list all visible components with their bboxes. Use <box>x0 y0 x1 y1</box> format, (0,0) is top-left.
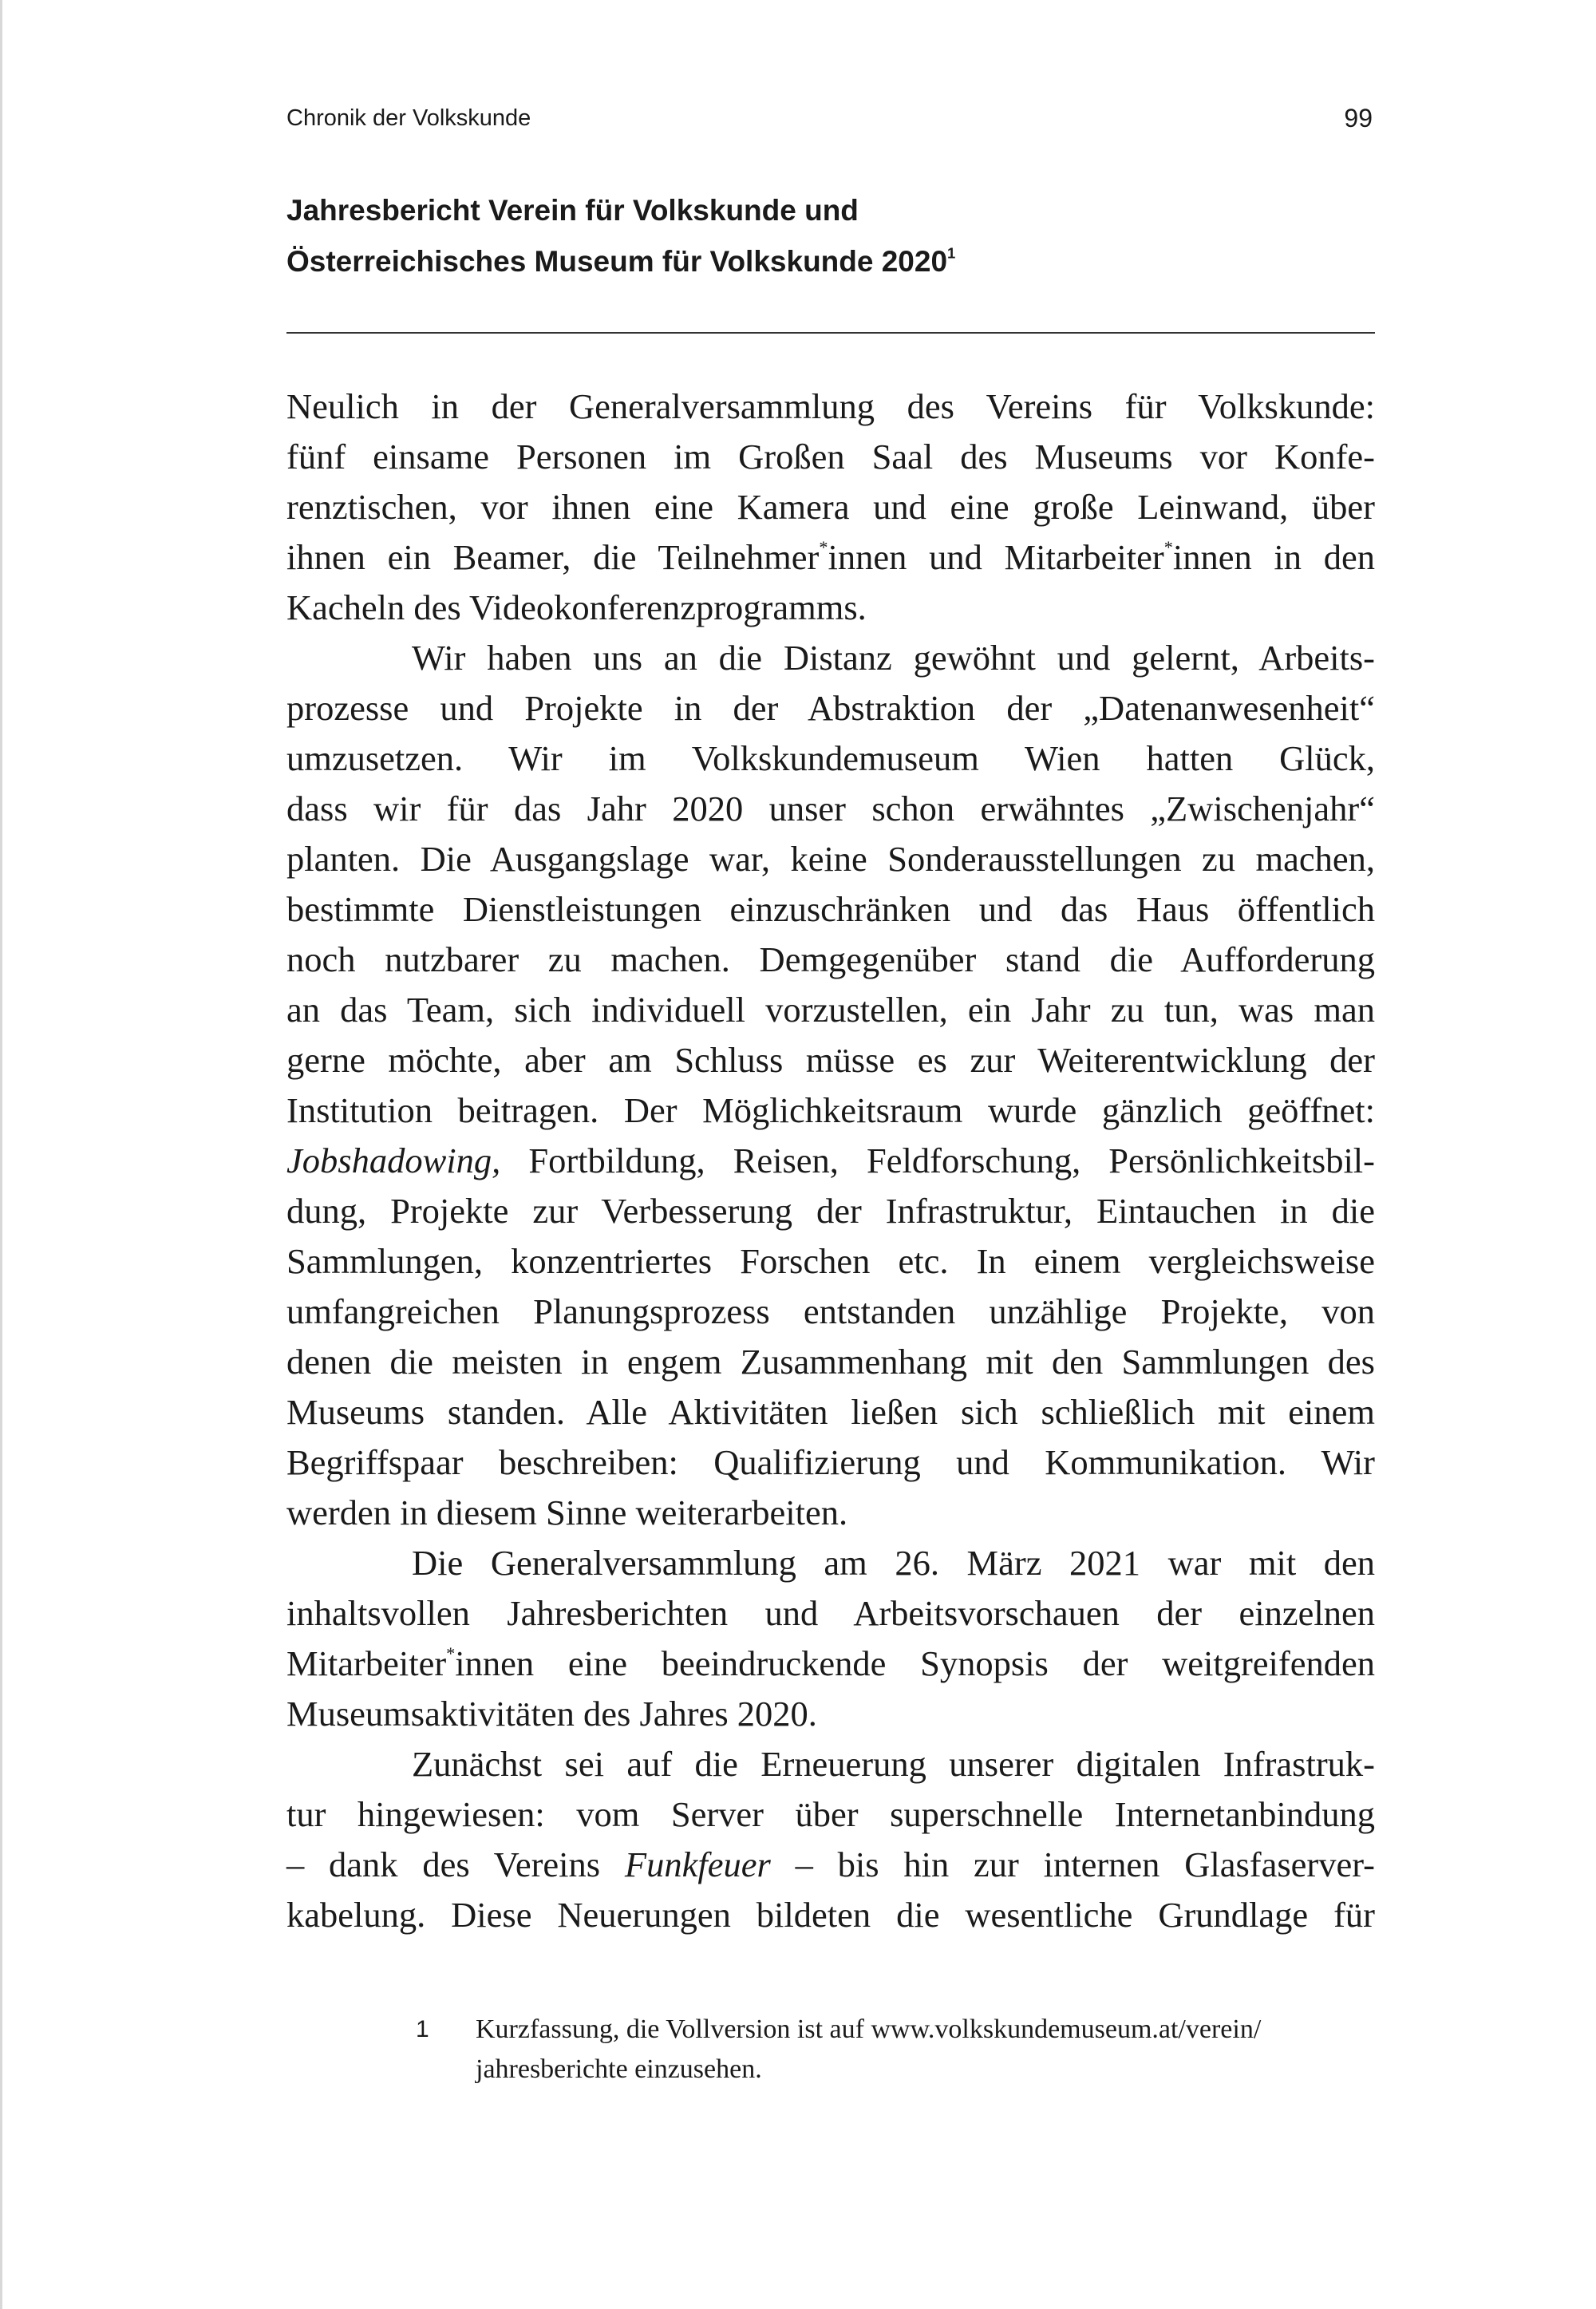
body-line: bestimmte Dienstleistungen einzuschränken und das Haus öffentlich <box>286 889 1375 929</box>
footnote-number: 1 <box>416 2016 429 2042</box>
footnote-line: jahresberichte einzusehen. <box>476 2054 762 2084</box>
body-line: Museumsaktivitäten des Jahres 2020. <box>286 1694 817 1734</box>
gender-star: * <box>819 536 828 557</box>
body-line: werden in diesem Sinne weiterarbeiten. <box>286 1493 848 1532</box>
page-number: 99 <box>1344 104 1373 132</box>
body-line: Kacheln des Videokonferenzprogramms. <box>286 587 867 627</box>
body-line: dass wir für das Jahr 2020 unser schon erwähntes „Zwischenjahr“ <box>286 789 1375 828</box>
running-head: Chronik der Volkskunde <box>286 105 531 131</box>
body-line: Mitarbeiter*innen eine beeindruckende Synopsis der weitgreifenden <box>286 1643 1375 1683</box>
body-line: kabelung. Diese Neuerungen bildeten die wesentliche Grundlage für <box>286 1895 1375 1935</box>
body-line: Die Generalversammlung am 26. März 2021 war mit den <box>412 1543 1375 1583</box>
body-line: Begriffspaar beschreiben: Qualifizierung und Kommunikation. Wir <box>286 1442 1375 1482</box>
body-text <box>286 382 1375 1940</box>
italic-term: Jobshadowing, <box>286 1141 501 1180</box>
body-line: dung, Projekte zur Verbesserung der Infrastruktur, Eintauchen in die <box>286 1191 1375 1231</box>
body-line: Wir haben uns an die Distanz gewöhnt und gelernt, Arbeits- <box>412 638 1375 678</box>
body-line-text: bis hin zur internen Glasfaserver- <box>837 1844 1375 1884</box>
body-line-text: – <box>795 1844 813 1884</box>
body-line: Sammlungen, konzentriertes Forschen etc. In einem vergleichsweise <box>286 1241 1375 1281</box>
body-line: noch nutzbarer zu machen. Demgegenüber stand die Aufforderung <box>286 939 1375 979</box>
body-line: Zunächst sei auf die Erneuerung unserer digitalen Infrastruk- <box>412 1744 1375 1784</box>
title-text: Österreichisches Museum für Volkskunde 2020 <box>286 245 948 278</box>
body-line: umfangreichen Planungsprozess entstanden unzählige Projekte, von <box>286 1291 1375 1331</box>
article-title <box>286 185 955 287</box>
body-line: Institution beitragen. Der Möglichkeitsraum wurde gänzlich geöffnet: <box>286 1090 1375 1130</box>
body-line: umzusetzen. Wir im Volkskundemuseum Wien hatten Glück, <box>286 738 1375 778</box>
gender-star: * <box>446 1643 456 1663</box>
body-line-text: Fortbildung, Reisen, Feldforschung, Persönlichkeitsbil- <box>528 1141 1375 1180</box>
title-line-1: Jahresbericht Verein für Volkskunde und <box>286 194 859 227</box>
body-line: inhaltsvollen Jahresberichten und Arbeitsvorschauen der einzelnen <box>286 1593 1375 1633</box>
footnote-ref: 1 <box>947 244 956 262</box>
title-divider <box>286 332 1375 334</box>
body-line: Neulich in der Generalversammlung des Vereins für Volkskunde: <box>286 386 1375 426</box>
body-line: fünf einsame Personen im Großen Saal des Museums vor Konfe- <box>286 437 1375 476</box>
body-line: an das Team, sich individuell vorzustellen, ein Jahr zu tun, was man <box>286 990 1375 1030</box>
body-line <box>286 1840 1375 1890</box>
body-line: prozesse und Projekte in der Abstraktion der „Datenanwesenheit“ <box>286 688 1375 728</box>
body-line: planten. Die Ausgangslage war, keine Sonderausstellungen zu machen, <box>286 839 1375 879</box>
body-line: denen die meisten in engem Zusammenhang mit den Sammlungen des <box>286 1342 1375 1382</box>
body-line: gerne möchte, aber am Schluss müsse es zur Weiterentwicklung der <box>286 1040 1375 1080</box>
title-line-2 <box>286 236 955 287</box>
body-line: renztischen, vor ihnen eine Kamera und eine große Leinwand, über <box>286 487 1375 527</box>
body-line: ihnen ein Beamer, die Teilnehmer*innen und Mitarbeiter*innen in den <box>286 536 1375 577</box>
body-line-text: – dank des Vereins <box>286 1844 601 1884</box>
body-line <box>286 1136 1375 1186</box>
body-line: tur hingewiesen: vom Server über superschnelle Internetanbindung <box>286 1794 1375 1834</box>
body-line: Museums standen. Alle Aktivitäten ließen sich schließlich mit einem <box>286 1392 1375 1432</box>
footnote-text <box>476 2010 1261 2090</box>
italic-term: Funkfeuer <box>624 1844 771 1884</box>
gender-star: * <box>1163 536 1173 557</box>
footnote-line: Kurzfassung, die Vollversion ist auf www.volkskundemuseum.at/verein/ <box>476 2014 1262 2044</box>
